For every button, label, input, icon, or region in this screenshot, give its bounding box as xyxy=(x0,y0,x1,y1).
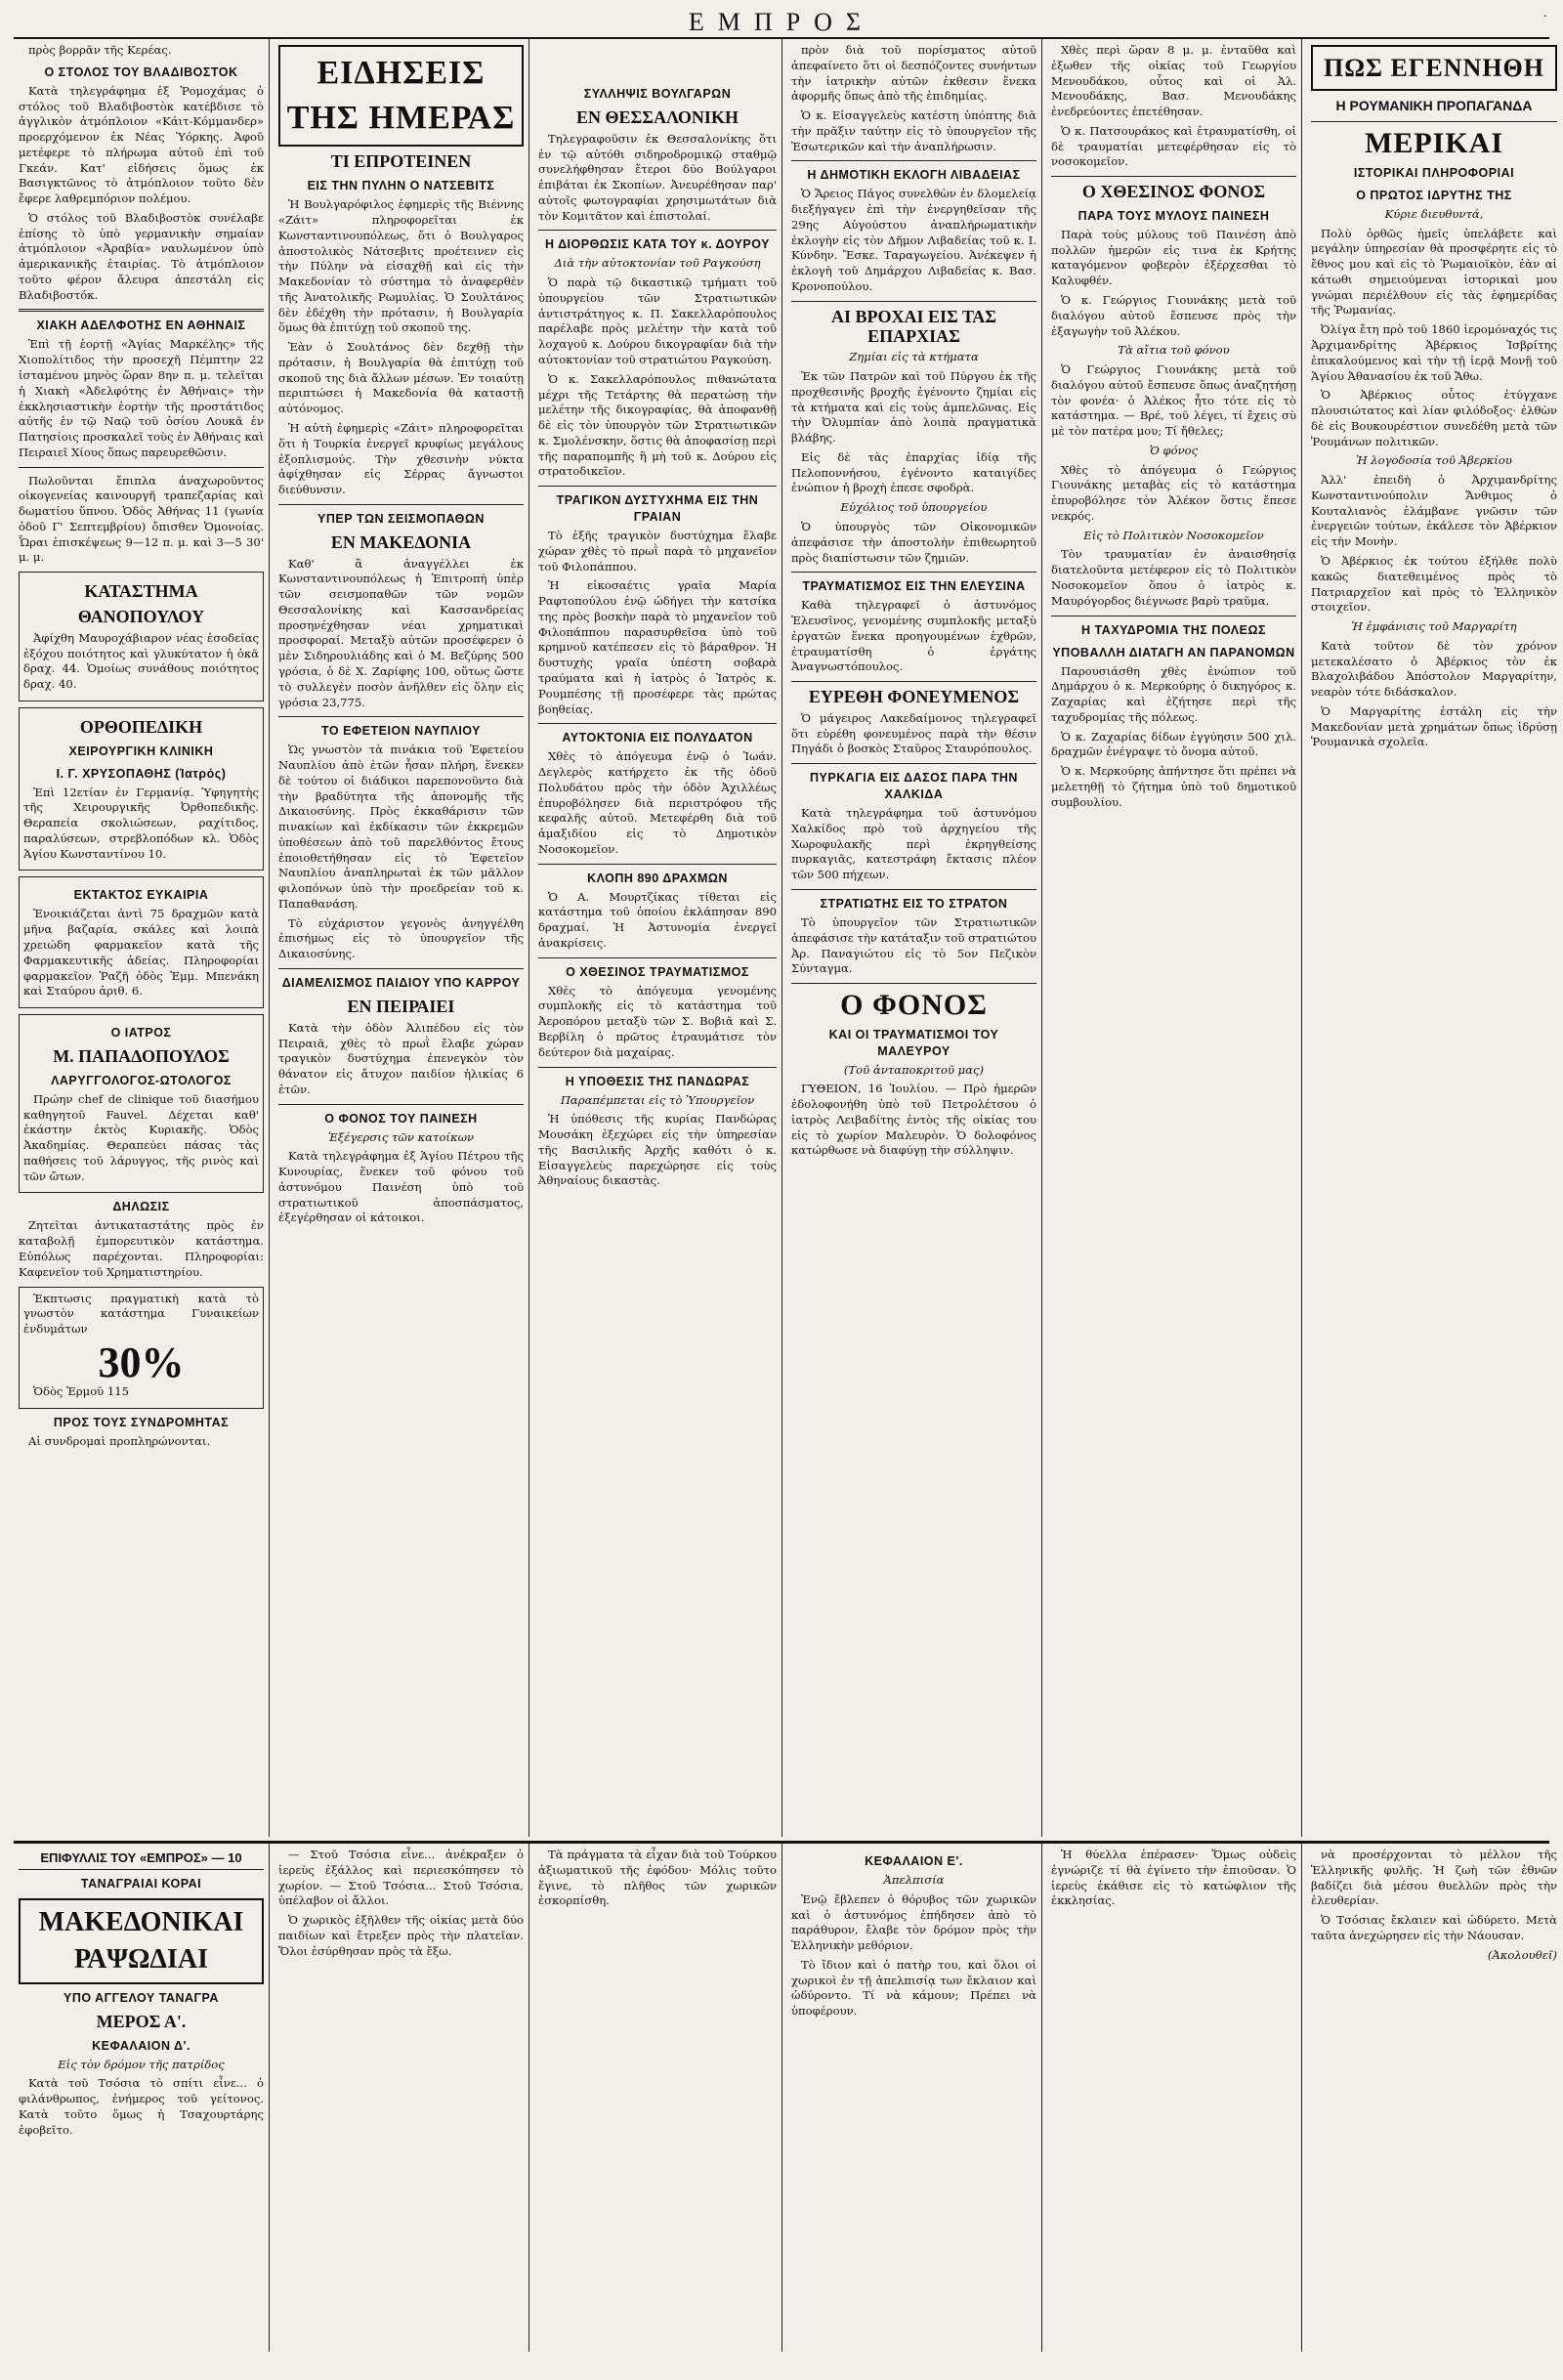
column-2 xyxy=(274,39,529,1837)
novel-title: ΜΑΚΕΔΟΝΙΚΑΙ ΡΑΨΩΔΙΑΙ xyxy=(19,1898,264,1984)
subheadline: Εὐχόλιος τοῦ ὑπουργείου xyxy=(840,500,988,515)
article-text: πρὸς βορρᾶν τῆς Κερέας. xyxy=(28,43,172,57)
ad-text: Ὁδὸς Ἑρμοῦ 115 xyxy=(33,1383,130,1398)
headline: ΥΠΕΡ ΤΩΝ ΣΕΙΣΜΟΠΑΘΩΝ xyxy=(317,511,485,526)
headline: ΙΣΤΟΡΙΚΑΙ ΠΛΗΡΟΦΟΡΙΑΙ xyxy=(1353,165,1515,180)
article-text: πρὸν διὰ τοῦ πορίσματος αὐτοῦ ἀπεφαίνετο ὅτι οἱ δεσπόζοντες συνήντων τὴν ἰατρικὴν αὐτῶν ἐκθεσιν ἕνεκα ἀφορμῆς ὅπως ἀπὸ τῆς ἐπιδημίας. xyxy=(791,43,1036,104)
subheadline: Ἀπελπισία xyxy=(883,1873,945,1887)
article-text: Ὁ κ. Εἰσαγγελεὺς κατέστη ὑπόπτης διὰ τὴν πρᾶξιν ταύτην εἰς τὸ ὑπουργεῖον τῆς Ἐσωτερικῶν καὶ τὴν ἀναπλήρωσιν. xyxy=(791,108,1036,153)
headline: ΠΥΡΚΑΓΙΑ ΕΙΣ ΔΑΣΟΣ ΠΑΡΑ ΤΗΝ ΧΑΛΚΙΔΑ xyxy=(810,771,1018,802)
article-text: Παρουσιάσθη χθὲς ἐνώπιον τοῦ Δημάρχου ὁ κ. Μερκούρης ὁ δικηγόρος κ. Ζαχαρίας καὶ ἐζήτησε περὶ τῆς ταχυδρομίας τῆς πόλεως. xyxy=(1051,663,1296,724)
ad-text: Πρώην chef de clinique τοῦ διασήμου καθηγητοῦ Fauvel. Δέχεται καθ' ἑκάστην ἐκτὸς Κυριακῆς. Ὁδὸς Ἀκαδημίας. Θεραπεύει πάσας τὰς παθήσεις τοῦ λάρυγγος, τῆς ρινὸς καὶ τῶν ὤτων. xyxy=(23,1091,259,1183)
article-text: Ὁ κ. Μερκούρης ἀπήντησε ὅτι πρέπει νὰ μελετηθῇ τὸ ζήτημα ὑπὸ τοῦ δημοτικοῦ συμβουλίου. xyxy=(1051,764,1296,809)
headline: ΤΑΝΑΓΡΑΙΑΙ ΚΟΡΑΙ xyxy=(80,1876,202,1891)
ad-text: Αἱ συνδρομαὶ προπληρώνονται. xyxy=(28,1433,211,1448)
article-text: Ὁ κ. Ζαχαρίας δίδων ἐγγύησιν 500 χιλ. δραχμῶν ἐνέγραψε τὸ ὄνομα αὐτοῦ. xyxy=(1051,729,1296,759)
article-text: Κατὰ τηλεγράφημα ἐξ Ἁγίου Πέτρου τῆς Κυνουρίας, ἕνεκεν τοῦ φόνου τοῦ ἀστυνόμου Παινέση ὑπὸ τοῦ στρατιωτικοῦ ἀποσπάσματος, ἐξεγέρθησαν οἱ κάτοικοι. xyxy=(278,1149,524,1225)
headline: ΕΝ ΜΑΚΕΔΟΝΙΑ xyxy=(330,531,472,552)
article-text: Τὸ ἴδιον καὶ ὁ πατὴρ του, καὶ ὅλοι οἱ χωρικοὶ ἐν τῇ ἀπελπισίᾳ των ἔκλαιον καὶ ὠδύροντο. Τί νὰ κάμουν; Πρέπει νὰ ὑποφέρουν. xyxy=(791,1957,1036,2019)
article-text: Κατὰ τὴν ὁδὸν Ἀλιπέδου εἰς τὸν Πειραιᾶ, χθὲς τὸ πρωῒ ἔλαβε χώραν τραγικὸν δυστύχημα ἐπενεγκὸν τὸν θάνατον εἰς ἄτυχον παιδίον ἡλικίας 6 ἐτῶν. xyxy=(278,1020,524,1096)
top-columns xyxy=(14,39,1557,1837)
article-text: Κατὰ τηλεγράφημα ἐξ Ῥομοχάμας ὁ στόλος τοῦ Βλαδιβοστὸκ κατέβδισε τὸ ἀγγλικὸν ἀτμόπλοιον «Κάιτ-Κόμμανδερ» προερχόμενον ἐκ Νέας Ὑόρκης. Ἀφοῦ μετέφερε τὸ πλήρωμα αὐτοῦ ἐπὶ τοῦ Γκεάν. Κατ' εἰδήσεις ὅμως ἐκ Βασιγκτῶνος τὸ ἀτμόπλοιον τοῦτο δὲν ἔφερε λαθρεμπόριον πολέμου. xyxy=(19,83,264,206)
subheadline: Ζημίαι εἰς τὰ κτήματα xyxy=(849,350,979,364)
headline: Η ΡΟΥΜΑΝΙΚΗ ΠΡΟΠΑΓΑΝΔΑ xyxy=(1335,98,1533,114)
article-text: Χθὲς περὶ ὥραν 8 μ. μ. ἐνταῦθα καὶ ἐξωθεν τῆς οἰκίας τοῦ Γεωργίου Μενουδάκου, οὗτος καὶ οἱ Ἀλ. Μενουδάκης, Βασ. Μενουδάκης ἐνεδρεύοντες ἐπετέθησαν. xyxy=(1051,43,1296,119)
subheadline: (Τοῦ ἀνταποκριτοῦ μας) xyxy=(843,1062,985,1077)
article-text: Τὸ εὐχάριστον γεγονὸς ἀνηγγέλθη ἐπισήμως εἰς τὸ ὑπουργεῖον τῆς Δικαιοσύνης. xyxy=(278,915,524,961)
headline: Ο ΠΡΩΤΟΣ ΙΔΡΥΤΗΣ ΤΗΣ xyxy=(1356,188,1512,202)
headline: ΜΕΡΙΚΑΙ xyxy=(1365,127,1503,160)
article-text: Τὰ πράγματα τὰ εἶχαν διὰ τοῦ Τούρκου ἀξιωματικοῦ τῆς ἐφόδου· Μόλις τοῦτο ἔγινε, τὸ πλῆθος τῶν χωρικῶν ἐσκορπίσθη. xyxy=(538,1848,777,1908)
subheadline: Εἰς τὸ Πολιτικὸν Νοσοκομεῖον xyxy=(1083,528,1264,542)
continuation-note: (Ἀκολουθεῖ) xyxy=(1487,1947,1557,1962)
feuilleton-column-6 xyxy=(1306,1844,1562,2352)
ad-text: Ἐπὶ 12ετίαν ἐν Γερμανίᾳ. Ὑφηγητὴς τῆς Χειρουργικῆς Ὀρθοπεδικῆς. Θεραπεία σκολιώσεων, ραχίτιδος, παραλύσεων, στρεβλοπόδων κλ. Ὁδὸς Ἁγίου Κωνσταντίνου 10. xyxy=(23,785,259,861)
ad-name: Ι. Γ. ΧΡΥΣΟΠΑΘΗΣ (Ἰατρός) xyxy=(56,766,227,781)
headline: Η ΤΑΧΥΔΡΟΜΙΑ ΤΗΣ ΠΟΛΕΩΣ xyxy=(1081,622,1266,637)
author: ΥΠΟ ΑΓΓΕΛΟΥ ΤΑΝΑΓΡΑ xyxy=(63,1990,219,2005)
article-text: Ἡ αὐτὴ ἐφημερὶς «Ζάιτ» πληροφορεῖται ὅτι ἡ Τουρκία ἐνεργεῖ κρυφίως μεγάλους ἐξοπλισμούς. Τὴν χθεσινὴν νύκτα ἀφίχθησαν εἰς Σέρρας ἄγνωστοι διεύθυνσιν. xyxy=(278,420,524,497)
subheadline: Εἰς τὸν δρόμον τῆς πατρίδος xyxy=(58,2057,225,2071)
article-text: Ἐκ τῶν Πατρῶν καὶ τοῦ Πύργου ἐκ τῆς προχθεσινῆς βροχῆς ἐγένοντο ζημίαι εἰς τὰ κτήματα καὶ εἰς τοὺς ἀμπελῶνας. Εἰς τὴν Ὀλυμπίαν ἀπὸ λοιπὰ πραγματικὰ βλάβης. xyxy=(791,369,1036,446)
article-text: Ἐπὶ τῇ ἑορτῇ «Ἁγίας Μαρκέλης» τῆς Χιοπολίτιδος τὴν προσεχῆ Πέμπτην 22 ἱσταμένου μηνὸς ὥραν 8ην π. μ. τελεῖται ἡ Χιακὴ «Ἀδελφότης ἐν Ἀθήναις» τὴν ἐκκλησιαστικὴν ἑορτὴν τῆς προστάτιδος αὐτῆς ἐν τῷ Ναῷ τοῦ ὁσίου Λουκᾶ ἐν Πατησίοις προσκαλεῖ τοὺς ἐν Ἀθήναις καὶ Πειραιεῖ Χίους ὅπως παρευρεθῶσιν. xyxy=(19,337,264,459)
ad-text: Ἐκπτωσις πραγματικὴ κατὰ τὸ γνωστὸν κατάστημα Γυναικείων ἐνδυμάτων xyxy=(23,1291,259,1337)
column-5 xyxy=(1046,39,1302,1837)
article-text: Ὁ παρὰ τῷ δικαστικῷ τμήματι τοῦ ὑπουργείου τῶν Στρατιωτικῶν ἀντιστράτηγος κ. Π. Σακελλαρόπουλος παρέλαβε πρὸς μελέτην τὴν κατὰ τοῦ λοχαγοῦ κ. Δούρου δικογραφίαν διὰ τὴν αὐτοκτονίαν τοῦ στρατιώτου Ραγκούση. xyxy=(538,276,777,366)
article-text: Ὡς γνωστὸν τὰ πινάκια τοῦ Ἐφετείου Ναυπλίου ἀπὸ ἐτῶν ἦσαν πλήρη, ἕνεκεν δὲ τούτου οἱ διάδικοι παρεπονοῦντο διὰ τὴν βραδύτητα τῆς ἀπονομῆς τῆς Δικαιοσύνης. Πρὸς ἐκκαθάρισιν τῶν πινακίων καὶ ἐκδίκασιν τῶν ἐκκρεμῶν ὑποθέσεων ἀπὸ τοῦ παρελθόντος ἔτους ἐποιοθετήθησαν εἰς τὸ Ἐφετεῖον Ναυπλίου ἀναπληρωταὶ ἐκ τῶν μᾶλλον φιλοπόνων ὑπὸ τὴν προεδρείαν τοῦ κ. Παπαθανάση. xyxy=(278,743,524,911)
article-text: Ὀλίγα ἔτη πρὸ τοῦ 1860 ἱερομόναχός τις Ἀρχιμανδρίτης Ἀβέρκιος Ἰσβρίτης ἐπικαλούμενος καὶ τὴν τῇ ἱερᾷ Μονῇ τοῦ Ἁγίου Ἀθανασίου ἐκ τοῦ Ἄθω. xyxy=(1311,322,1557,383)
headline: ΠΑΡΑ ΤΟΥΣ ΜΥΛΟΥΣ ΠΑΙΝΕΣΗ xyxy=(1077,208,1270,223)
headline: ΚΛΟΠΗ 890 ΔΡΑΧΜΩΝ xyxy=(587,871,728,885)
headline: Η ΔΙΟΡΘΩΣΙΣ ΚΑΤΑ ΤΟΥ κ. ΔΟΥΡΟΥ xyxy=(545,237,770,252)
headline: ΤΡΑΥΜΑΤΙΣΜΟΣ ΕΙΣ ΤΗΝ ΕΛΕΥΣΙΝΑ xyxy=(802,579,1026,594)
headline: ΚΑΙ ΟΙ ΤΡΑΥΜΑΤΙΣΜΟΙ ΤΟΥ ΜΑΛΕΥΡΟΥ xyxy=(828,1027,999,1058)
headline: ΕΥΡΕΘΗ ΦΟΝΕΥΜΕΝΟΣ xyxy=(808,687,1020,707)
article-text: Ὁ κ. Σακελλαρόπουλος πιθανώτατα μέχρι τῆς Τετάρτης θὰ περατώσῃ τὴν μελέτην τῆς δικογραφίας, θὰ ἀποφανθῇ δὲ εἰς τὸν ὑπουργὸν τῶν Στρατιωτικῶν κ. Σμολένσκην, ὅστις θὰ ἀποφασίσῃ περὶ τῆς παραπομπῆς ἢ μὴ τοῦ κ. Δούρου εἰς στρατοδικεῖον. xyxy=(538,371,777,479)
article-text: Ὁ χωρικὸς ἐξῆλθεν τῆς οἰκίας μετὰ δύο παιδίων καὶ ἔτρεξεν πρὸς τὴν πλατεῖαν. Ὅλοι ἐσύρθησαν πρὸς τὰ ἔξω. xyxy=(278,1913,524,1958)
headline: ΔΙΑΜΕΛΙΣΜΟΣ ΠΑΙΔΙΟΥ ΥΠΟ ΚΑΡΡΟΥ xyxy=(281,975,521,990)
ad-title: ΕΚΤΑΚΤΟΣ ΕΥΚΑΙΡΙΑ xyxy=(73,888,209,903)
subheadline: Ἡ ἐμφάνισις τοῦ Μαργαρίτη xyxy=(1351,619,1517,634)
article-text: Ὁ κ. Πατσουράκος καὶ ἐτραυματίσθη, οἱ δὲ τραυματίαι μετεφέρθησαν εἰς τὸ νοσοκομεῖον. xyxy=(1051,123,1296,169)
column-1 xyxy=(14,39,270,1837)
ad-subtitle: ΛΑΡΥΓΓΟΛΟΓΟΣ-ΩΤΟΛΟΓΟΣ xyxy=(51,1073,232,1087)
article-text: Τὸ ἐξῆς τραγικὸν δυστύχημα ἔλαβε χώραν χθὲς τὸ πρωῒ παρὰ τὸ μηχανεῖον τοῦ Φιλοπάππου. xyxy=(538,529,777,574)
headline: ΥΠΟΒΑΛΛΗ ΔΙΑΤΑΓΗ ΑΝ ΠΑΡΑΝΟΜΩΝ xyxy=(1052,645,1295,659)
ad-title: ΟΡΘΟΠΕΔΙΚΗ xyxy=(79,716,203,737)
ad-title: ΠΡΟΣ ΤΟΥΣ ΣΥΝΔΡΟΜΗΤΑΣ xyxy=(53,1415,230,1429)
feuilleton-column-3 xyxy=(533,1844,782,2352)
headline: Ο ΣΤΟΛΟΣ ΤΟΥ ΒΛΑΔΙΒΟΣΤΟΚ xyxy=(44,64,238,79)
ad-title: Ο ΙΑΤΡΟΣ xyxy=(110,1026,172,1041)
feuilleton-header: ΕΠΙΦΥΛΛΙΣ ΤΟΥ «ΕΜΠΡΟΣ» — 10 xyxy=(19,1848,264,1870)
headline: Ο ΧΘΕΣΙΝΟΣ ΤΡΑΥΜΑΤΙΣΜΟΣ xyxy=(566,964,749,979)
article-text: Χθὲς τὸ ἀπόγευμα γενομένης συμπλοκῆς εἰς τὸ κατάστημα τοῦ Ἀεροπόρου μεταξὺ τῶν Σ. Βοβιᾶ καὶ Σ. Βερβίλη ὁ πρῶτος ἐτραυμάτισε τὸν δεύτερον διὰ μαχαίρας. xyxy=(538,983,777,1059)
article-text: Ἐὰν ὁ Σουλτάνος δὲν δεχθῇ τὴν πρότασιν, ἡ Βουλγαρία θὰ ἐπιτύχῃ τοῦ σκοποῦ της διὰ ἄλλων μέσων. Ἐν τοιαύτῃ περιπτώσει ἡ Μακεδονία θὰ καταστῇ αὐτόνομος. xyxy=(278,340,524,416)
article-text: Εἰς δὲ τὰς ἐπαρχίας ἰδίᾳ τῆς Πελοποννήσου, ἐγένοντο καταιγίδες ἑνώπιον ἡ βροχὴ ἐπεσε σφοδρὰ. xyxy=(791,449,1036,495)
headline: ΤΡΑΓΙΚΟΝ ΔΥΣΤΥΧΗΜΑ ΕΙΣ ΤΗΝ ΓΡΑΙΑΝ xyxy=(556,493,759,525)
headline: Ο ΦΟΝΟΣ xyxy=(840,989,988,1022)
headline: ΕΙΣ ΤΗΝ ΠΥΛΗΝ Ο ΝΑΤΣΕΒΙΤΣ xyxy=(307,179,495,193)
column-3 xyxy=(533,39,782,1837)
article-text: νὰ προσέρχονται τὸ μέλλον τῆς Ἑλληνικῆς φυλῆς. Ἡ ζωὴ τῶν ἐθνῶν βαδίζει διὰ μέσου θυελλῶν πρὸς τὴν ἐλευθερίαν. xyxy=(1311,1848,1557,1908)
chapter-title: ΚΕΦΑΛΑΙΟΝ Δ'. xyxy=(92,2038,190,2053)
article-text: Ὁ στόλος τοῦ Βλαδιβοστὸκ συνέλαβε ἐπίσης τὸ ὑπὸ γερμανικὴν σημαίαν ἀτμόπλοιον «Ἀραβία» ναυλωμένον ὑπὸ ἀμερικανικῆς ἑταιρίας. Τὸ ἀτμόπλοιον τοῦτο φέρον ἄλευρα ἀπεστάλη εἰς Βλαδιβοστόκ. xyxy=(19,210,264,302)
headline: Η ΥΠΟΘΕΣΙΣ ΤΗΣ ΠΑΝΔΩΡΑΣ xyxy=(565,1074,750,1088)
headline: Ο ΦΟΝΟΣ ΤΟΥ ΠΑΙΝΕΣΗ xyxy=(324,1111,478,1126)
headline: ΑΙ ΒΡΟΧΑΙ ΕΙΣ ΤΑΣ ΕΠΑΡΧΙΑΣ xyxy=(831,306,996,346)
advertisement-text: Πωλοῦνται ἔπιπλα ἀναχωροῦντος οἰκογενείας καινουργῆ τραπεζαρίας καὶ δωματίου ὕπνου. Ὁδὸς Ἀθήνας 11 (γωνία ὁδοῦ Γ' Σεπτεμβρίου) ὄπισθεν Ὁμονοίας. Ὧραι ἐπισκέψεως 9—12 π. μ. καὶ 3—5 30' μ. μ. xyxy=(19,473,264,565)
article-text: Ὁ Μαργαρίτης ἐστάλη εἰς τὴν Μακεδονίαν μετὰ χρημάτων ὅπως ἱδρύσῃ Ῥουμανικὰ σχολεῖα. xyxy=(1311,703,1557,749)
ad-name: Μ. ΠΑΠΑΔΟΠΟΥΛΟΣ xyxy=(53,1046,230,1067)
article-text: Ἀλλ' ἐπειδὴ ὁ Ἀρχιμανδρίτης Κωνσταντινούπολιν Ἄνθιμος ὁ Κουταλιανὸς ἐλάμβανε γνῶσιν τῶν ἐνεργειῶν τούτων, ἐκάλεσε τὸν Ἀβέρκιον εἰς τὴν Μονὴν. xyxy=(1311,473,1557,549)
headline: ΕΝ ΠΕΙΡΑΙΕΙ xyxy=(347,996,455,1016)
article-text: — Στοῦ Τσόσια εἶνε... ἀνέκραξεν ὁ ἱερεὺς ἐξάλλος καὶ περιεσκόπησεν τὸ χωρίον. — Στοῦ Τσόσια... Στοῦ Τσόσια, ὑπέλαβον οἱ ἄλλοι. xyxy=(278,1848,524,1908)
ad-subtitle: ΧΕΙΡΟΥΡΓΙΚΗ ΚΛΙΝΙΚΗ xyxy=(68,744,214,758)
headline: ΑΥΤΟΚΤΟΝΙΑ ΕΙΣ ΠΟΛΥΔΑΤΟΝ xyxy=(562,731,753,745)
article-text: Ἡ Βουλγαρόφιλος ἐφημερὶς τῆς Βιέννης «Ζάιτ» πληροφορεῖται ἐκ Κωνσταντινουπόλεως, ὅτι ὁ Βουλγαρος ἀποστολικὸς Νάτσεβιτς προέτεινεν εἰς τὴν Πύλην νὰ εἰσαχθῇ καὶ εἰς τὴν Μακεδονίαν τὸ σύστημα τὸ ἀναφερθὲν τῆς Ἀνατολικῆς Ρωμυλίας. Ὁ Σουλτάνος δὲν ἐδέχθη τὴν πρότασιν, ἡ Βουλγαρία ὅμως θὰ ἐπιτύχῃ τοῦ σκοποῦ της. xyxy=(278,197,524,335)
discount-figure: 30% xyxy=(98,1338,185,1386)
article-text: Ἡ εἰκοσαέτις γραῖα Μαρία Ραφτοπούλου ἐνῷ ὡδήγει τὴν κατσίκα της πρὸς βοσκὴν παρὰ τὸ μηχανεῖον τοῦ Φιλοπάππου παρασυρθεῖσα ὑπὸ τοῦ κρημνοῦ κατέπεσεν εἰς τὸ βάραθρον. Ἡ δυστυχὴς γραῖα ὑπέστη σοβαρὰ τραύματα καὶ ἡ ἰατρὸς ὁ Ἰατρὸς κ. Ρουμπέσης τῇ προσέφερε τὰς πρώτας βοηθείας. xyxy=(538,578,777,716)
section-banner: ΕΙΔΗΣΕΙΣ ΤΗΣ ΗΜΕΡΑΣ xyxy=(278,45,524,147)
article-text: Τὸ ὑπουργεῖον τῶν Στρατιωτικῶν ἀπεφάσισε τὴν κατάταξιν τοῦ στρατιώτου Ἀρ. Παναγιώτου εἰς τὸ 5ον Πεζικὸν Σύνταγμα. xyxy=(791,915,1036,976)
headline: ΤΟ ΕΦΕΤΕΙΟΝ ΝΑΥΠΛΙΟΥ xyxy=(320,724,481,739)
article-text: Ὁ Α. Μουρτζίκας τίθεται εἰς κατάστημα τοῦ ὁποίου ἐκλάπησαν 890 δραχμαί. Ἡ Ἀστυνομία ἐνεργεῖ ἀνακρίσεις. xyxy=(538,889,777,950)
advertisement xyxy=(19,876,264,1008)
ad-text: Ἀφίχθη Μαυροχάβιαρον νέας ἑσοδείας ἐξόχου ποιότητος καὶ γλυκύτατον ἡ ὀκᾶ δραχ. 44. Ὁμοίως συνάθους ποιότητος δραχ. 40. xyxy=(23,630,259,692)
article-text: Καθὰ τηλεγραφεῖ ὁ ἀστυνόμος Ἐλευσῖνος, γενομένης συμπλοκῆς μεταξὺ ἐργατῶν ἕνεκα προηγουμένων ἐχθρῶν, ἐτραυματίσθη ὁ ἐργάτης Ἀναγνωστόπουλος. xyxy=(791,598,1036,674)
article-text: Ὁ Ἀβέρκιος ἐκ τούτου ἐξήλθε πολὺ κακῶς διατεθειμένος πρὸς τὸ Πατριαρχεῖον καὶ πρὸς τὸ Ἑλληνικὸν στοιχεῖον. xyxy=(1311,553,1557,615)
article-text: Παρὰ τοὺς μύλους τοῦ Παινέση ἀπὸ πολλῶν ἡμερῶν εἰς τινα ἐκ Κρήτης καταγόμενον φοβερὸν ἐξέρχεσθαι τὸ Καλυφθέν. xyxy=(1051,227,1296,288)
article-text: Ὁ Ἄρειος Πάγος συνελθὼν ἐν δλομελείᾳ διεξήγαγεν ἐπὶ τὴν ἐνεργηθεῖσαν τῆς 29ης Αὐγούστου ἀναπλήρωματικὴν ἐκλογὴν εἰς τὸν Δῆμον Λιβαδείας τοῦ κ. I. Κύνδην. Ἔσκε. Ταραγωγείου. Ἀνέκεψεν ἡ ἐκλογὴ τοῦ Δημάρχου Λιβαδείας κ. Βασ. Κρονοπούλου. xyxy=(791,187,1036,293)
article-text: Τηλεγραφοῦσιν ἐκ Θεσσαλονίκης ὅτι ἐν τῷ αὐτόθι σιδηροδρομικῷ σταθμῷ συνελήφθησαν ἕτεροι δύο Βούλγαροι ἐπιβάται ἐκ Σκοπίων. Ἀνευρέθησαν παρ' αὐτοῖς φωτογραφίαι χρησιμωτάτων διὰ τὸν Κομιτᾶτον καὶ ἐπιστολαί. xyxy=(538,131,777,223)
chapter-title: ΚΕΦΑΛΑΙΟΝ Ε'. xyxy=(865,1854,963,1868)
column-6 xyxy=(1306,39,1562,1837)
article-text: Ὁ Τσόσιας ἔκλαιεν καὶ ὠδύρετο. Μετὰ ταῦτα ἀνεχώρησεν εἰς τὴν Νάουσαν. xyxy=(1311,1913,1557,1942)
article-text: Ἐνῷ ἔβλεπεν ὁ θόρυβος τῶν χωρικῶν καὶ ὁ ἀστυνόμος ἐπήδησεν ἀπὸ τὸ παράθυρον, ἔλαβε τὸν δρόμον πρὸς τὴν Ἐλληνικὴν μεθόριον. xyxy=(791,1891,1036,1953)
headline: ΣΤΡΑΤΙΩΤΗΣ ΕΙΣ ΤΟ ΣΤΡΑΤΟΝ xyxy=(820,897,1008,912)
article-text: Χθὲς τὸ ἀπόγευμα ἐνῷ ὁ Ἰωάν. Δεγλερὸς κατήρχετο ἐκ τῆς ὁδοῦ Πολυδάτου πρὸς τὴν ὁδὸν Ἀχιλλέως ἐπυροβόλησεν διὰ περιστρόφου τῆς κεφαλῆς αὐτοῦ. Μετεφέρθη διὰ τοῦ ἀμαξιδίου εἰς τὸ Δημοτικὸν Νοσοκομεῖον. xyxy=(538,749,777,856)
headline: Η ΔΗΜΟΤΙΚΗ ΕΚΛΟΓΗ ΛΙΒΑΔΕΙΑΣ xyxy=(807,168,1021,183)
subheadline: Διὰ τὴν αὐτοκτονίαν τοῦ Ραγκούση xyxy=(554,256,761,271)
masthead-title: ΕΜΠΡΟΣ xyxy=(688,8,875,36)
article-text: Ὁ κ. Γεώργιος Γιουνάκης μετὰ τοῦ διαλόγου αὐτοῦ ἔσπευσε πρὸς τὴν ἐξαγωγὴν τοῦ Ἀλέκου. xyxy=(1051,292,1296,338)
headline: ΜΕΡΟΣ Α'. xyxy=(96,2011,187,2031)
article-text: Ἡ θύελλα ἐπέρασεν· Ὅμως οὐδεὶς ἐγνώριζε τί θὰ ἐγίνετο τὴν ἐπιοῦσαν. Ὁ ἱερεὺς ἐκάθισε εἰς τὸ κατώφλιον τῆς ἐκκλησίας. xyxy=(1051,1848,1296,1908)
ad-title: ΚΑΤΑΣΤΗΜΑ xyxy=(84,581,198,602)
subheadline: Τὰ αἴτια τοῦ φόνου xyxy=(1118,343,1230,358)
article-text: Κατὰ τοῦτον δὲ τὸν χρόνον μετεκαλέσατο ὁ Ἀβέρκιος τὸν ἐκ Βλαχολιβάδου Ἀπόστολον Μαργαρίτην, νεαρὸν τότε διδάσκαλον. xyxy=(1311,638,1557,700)
article-text: Ὁ Γεώργιος Γιουνάκης μετὰ τοῦ διαλόγου αὐτοῦ ἔσπευσε ὅπως ἀναζητήσῃ τὸν φονέα· ὁ Ἀλέκος ἦτο τότε εἰς τὸ κατάστημα. — Βρέ, τοῦ λέγει, τί ἔχεις σὺ μὲ τὸν πατέρα μου; Τί ἤθελες; xyxy=(1051,362,1296,439)
advertisement xyxy=(19,572,264,701)
article-text: ΓΥΘΕΙΟΝ, 16 Ἰουλίου. — Πρὸ ἡμερῶν ἐδολοφονήθη ὑπὸ τοῦ Πετρολέτσου ὁ ἰατρὸς Λειβαδίτης ἐντὸς τῆς οἰκίας του εἰς τὸ χωρίον Μαλευρὸν. Ὁ δολοφόνος κατώρθωσε νὰ διαφύγῃ τὴν σύλληψιν. xyxy=(791,1082,1036,1158)
article-text: Ὁ ὑπουργὸς τῶν Οἰκονομικῶν ἀπεφάσισε τὴν ἀποστολὴν ἐπιθεωρητοῦ πρὸς διαπίστωσιν τῶν ζημιῶν. xyxy=(791,519,1036,565)
article-text: Κατὰ τοῦ Τσόσια τὸ σπίτι εἶνε... ὁ φιλάνθρωπος, ἐνήμερος τοῦ γείτονος. Κατὰ τοῦτο ὅμως ἠ Τσαχουρτάρης ἐφοβεῖτο. xyxy=(19,2076,264,2137)
ad-title: ΘΑΝΟΠΟΥΛΟΥ xyxy=(77,607,205,626)
article-text: Ὁ Ἀβέρκιος οὗτος ἐτύγχανε πλουσιώτατος καὶ λίαν φιλόδοξος· ἐλθὼν δὲ εἰς Βουκουρέστιον συνεδέθη μετὰ τῶν Ῥουμάνων πολιτικῶν. xyxy=(1311,388,1557,448)
subheadline: Ὁ φόνος xyxy=(1149,443,1199,457)
ad-text: Ζητεῖται ἀντικαταστάτης πρὸς ἐν καταβολῇ ἐμπορευτικὸν κατάστημα. Εὐπόλως παρέχονται. Πληροφορίαι: Καφενεῖον τοῦ Χρηματιστηρίου. xyxy=(19,1218,264,1279)
article-text: Πολὺ ὀρθῶς ἠμεῖς ὑπελάβετε καὶ μεγάλην ὑπηρεσίαν θὰ προσφέρητε εἰς τὸ ἔθνος μου καὶ εἰς τὸ Ῥωμαιοϊκὸν, ἐὰν αἱ κάτωθι σημειούμεναι ἱστορικαὶ μου γνώμαι περιέλθουν εἰς τὰς ἐφημερίδας τῆς Ῥωμανίας. xyxy=(1311,226,1557,318)
article-text: Καθ' ἃ ἀναγγέλλει ἐκ Κωνσταντινουπόλεως ἡ Ἐπιτροπὴ ὑπὲρ τῶν σεισμοπαθῶν τῶν νομῶν Θεσσαλονίκης καὶ Κασσανδρείας προσηνέχθησαν νέαι χρηματικαὶ προσφοραί. Μεταξὺ αὐτῶν προσέφερεν ὁ μὲν Σιδηρουλιάδης καὶ ὁ Μ. Βεζύρης 500 γρόσια, ὁ δὲ Χ. Ζαρίφης 100, οὕτως ὥστε τὸ συλλεγὲν ποσὸν ἀνῆλθεν εἰς ὅλην εἰς γρόσια 23,775. xyxy=(278,556,524,709)
feuilleton-section xyxy=(14,1841,1557,2352)
headline: ΣΥΛΛΗΨΙΣ ΒΟΥΛΓΑΡΩΝ xyxy=(583,87,732,101)
advertisement xyxy=(19,707,264,871)
column-4 xyxy=(786,39,1042,1837)
masthead: ΕΜΠΡΟΣ · xyxy=(14,8,1549,39)
ad-text: Ἐνοικιάζεται ἀντὶ 75 δραχμῶν κατὰ μῆνα βαζαρία, σκάλες καὶ λοιπὰ χρειώδη φαρμακεῖον κατὰ τῆς Φαρμακευτικῆς ἀδείας. Πληροφορίαι φαρμακεῖον Ῥαζῆ ὁδὸς Ἐμμ. Μπενάκη καὶ Σταύρου ἀριθ. 6. xyxy=(23,907,259,999)
headline: ΧΙΑΚΗ ΑΔΕΛΦΟΤΗΣ ΕΝ ΑΘΗΝΑΙΣ xyxy=(36,319,246,333)
article-text: Τὸν τραυματίαν ἐν ἀναισθησίᾳ διατελοῦντα μετέφερον εἰς τὸ Πολιτικὸν Νοσοκομεῖον ὅπου ὁ ἰατρὸς κ. Μαυρόγορδος διέγνωσε βαρὺ τραῦμα. xyxy=(1051,547,1296,608)
subheadline: Ἡ λογοδοσία τοῦ Ἀβερκίου xyxy=(1356,453,1512,468)
advertisement xyxy=(19,1014,264,1193)
article-text: Κατὰ τηλεγράφημα τοῦ ἀστυνόμου Χαλκίδος πρὸ τοῦ ἀρχηγείου τῆς Χωροφυλακῆς περὶ ἐκρηγθείσης πυρκαγιᾶς, κατεστράφη ἔκτασις πλέον τῶν 500 πήχεων. xyxy=(791,806,1036,882)
subheadline: Ἐξέγερσις τῶν κατοίκων xyxy=(327,1129,475,1144)
feuilleton-column-1 xyxy=(14,1844,270,2352)
ad-title: ΔΗΛΩΣΙΣ xyxy=(112,1200,170,1214)
feuilleton-column-2 xyxy=(274,1844,529,2352)
headline: Ο ΧΘΕΣΙΝΟΣ ΦΟΝΟΣ xyxy=(1081,182,1266,202)
headline: ΤΙ ΕΠΡΟΤΕΙΝΕΝ xyxy=(330,151,472,172)
section-banner: ΠΩΣ ΕΓΕΝΝΗΘΗ xyxy=(1311,45,1557,91)
advertisement xyxy=(19,1287,264,1409)
feuilleton-column-5 xyxy=(1046,1844,1302,2352)
feuilleton-column-4 xyxy=(786,1844,1042,2352)
article-text: Ὁ μάγειρος Λακεδαίμονος τηλεγραφεῖ ὅτι εὑρέθη φονευμένος παρὰ τὴν θέσιν Πηγάδι ὁ βοσκὸς Σταῦρος Σταυρόπουλος. xyxy=(791,710,1036,756)
subheadline: Παραπέμπεται εἰς τὸ Ὑπουργεῖον xyxy=(560,1092,755,1107)
subheadline: Κύριε διευθυντά, xyxy=(1384,206,1484,221)
headline: ΕΝ ΘΕΣΣΑΛΟΝΙΚΗ xyxy=(576,107,739,127)
article-text: Ἡ ὑπόθεσις τῆς κυρίας Πανδώρας Μουσάκη ἐξεχώρει εἰς τὴν ὑπηρεσίαν τῆς Βασιλικῆς Ἀρχῆς καθότι ὁ κ. Εἰσαγγελεὺς παρεχώρησε εἰς τοὺς Ἀθηναίους δικαστὰς. xyxy=(538,1112,777,1188)
article-text: Χθὲς τὸ ἀπόγευμα ὁ Γεώργιος Γιουνάκης μεταβὰς εἰς τὸ κατάστημα ἐπυροβόλησε τὸν Ἀλέκον ὅστις ἔπεσε νεκρός. xyxy=(1051,462,1296,523)
